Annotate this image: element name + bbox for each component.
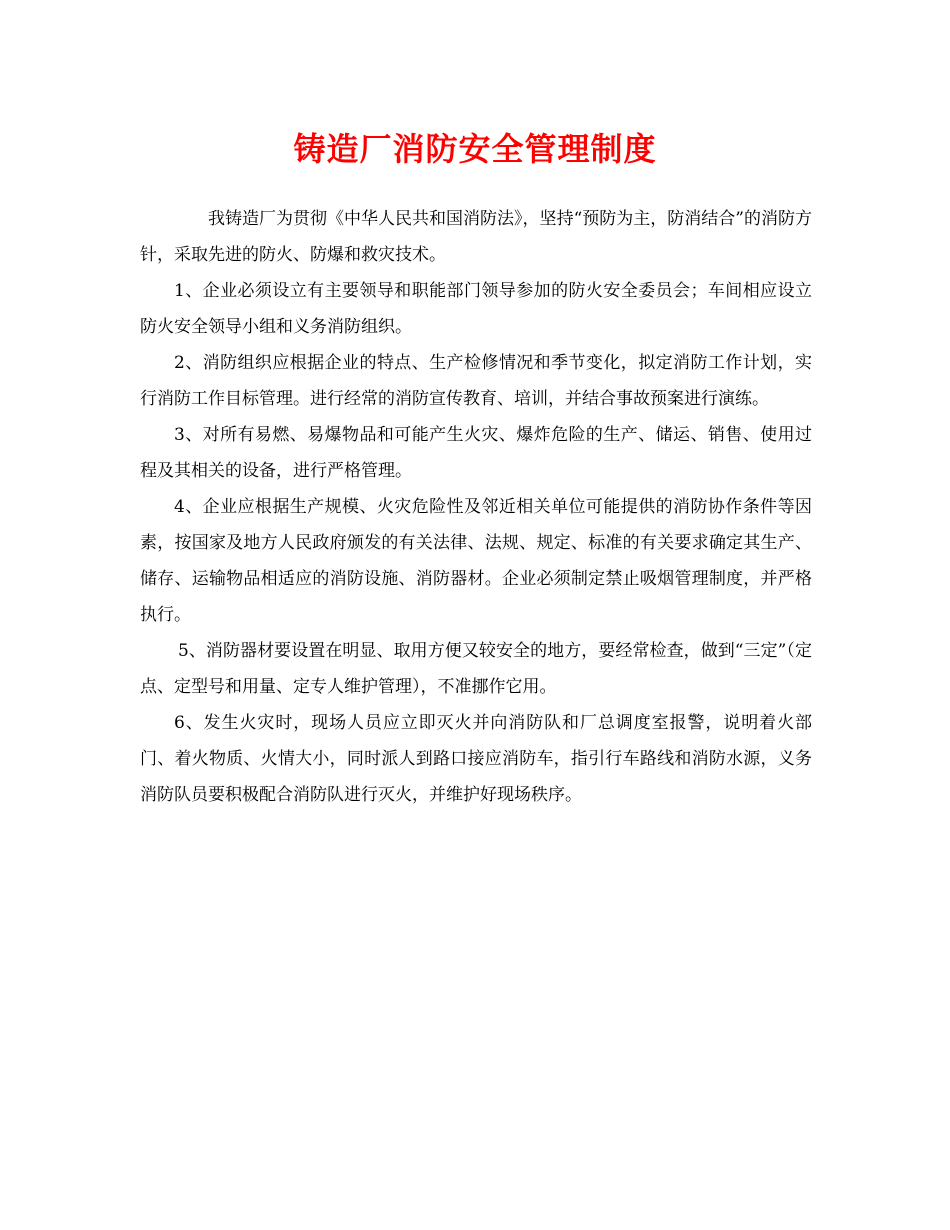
document-body: [140, 201, 812, 813]
rule-item-1: 1、企业必须设立有主要领导和职能部门领导参加的防火安全委员会；车间相应设立防火安全领导小组和义务消防组织。: [140, 281, 812, 337]
rule-item-6: 6、发生火灾时，现场人员应立即灭火并向消防队和厂总调度室报警，说明着火部门、着火物质、火情大小，同时派人到路口接应消防车，指引行车路线和消防水源，义务消防队员要积极配合消防队进行灭火，并维护好现场秩序。: [140, 713, 812, 805]
rule-item-2: 2、消防组织应根据企业的特点、生产检修情况和季节变化，拟定消防工作计划，实行消防工作目标管理。进行经常的消防宣传教育、培训，并结合事故预案进行演练。: [140, 353, 812, 409]
rule-item-5: 5、消防器材要设置在明显、取用方便又较安全的地方，要经常检查，做到“三定”（定点、定型号和用量、定专人维护管理），不准挪作它用。: [140, 641, 812, 697]
document-title: 铸造厂消防安全管理制度: [293, 130, 657, 168]
rule-item-3: 3、对所有易燃、易爆物品和可能产生火灾、爆炸危险的生产、储运、销售、使用过程及其相关的设备，进行严格管理。: [140, 425, 812, 481]
intro-paragraph: 我铸造厂为贯彻《中华人民共和国消防法》，坚持“预防为主，防消结合”的消防方针，采取先进的防火、防爆和救灾技术。: [140, 209, 812, 265]
rule-item-4: 4、企业应根据生产规模、火灾危险性及邻近相关单位可能提供的消防协作条件等因素，按国家及地方人民政府颁发的有关法律、法规、规定、标准的有关要求确定其生产、储存、运输物品相适应的消防设施、消防器材。企业必须制定禁止吸烟管理制度，并严格执行。: [140, 497, 812, 625]
